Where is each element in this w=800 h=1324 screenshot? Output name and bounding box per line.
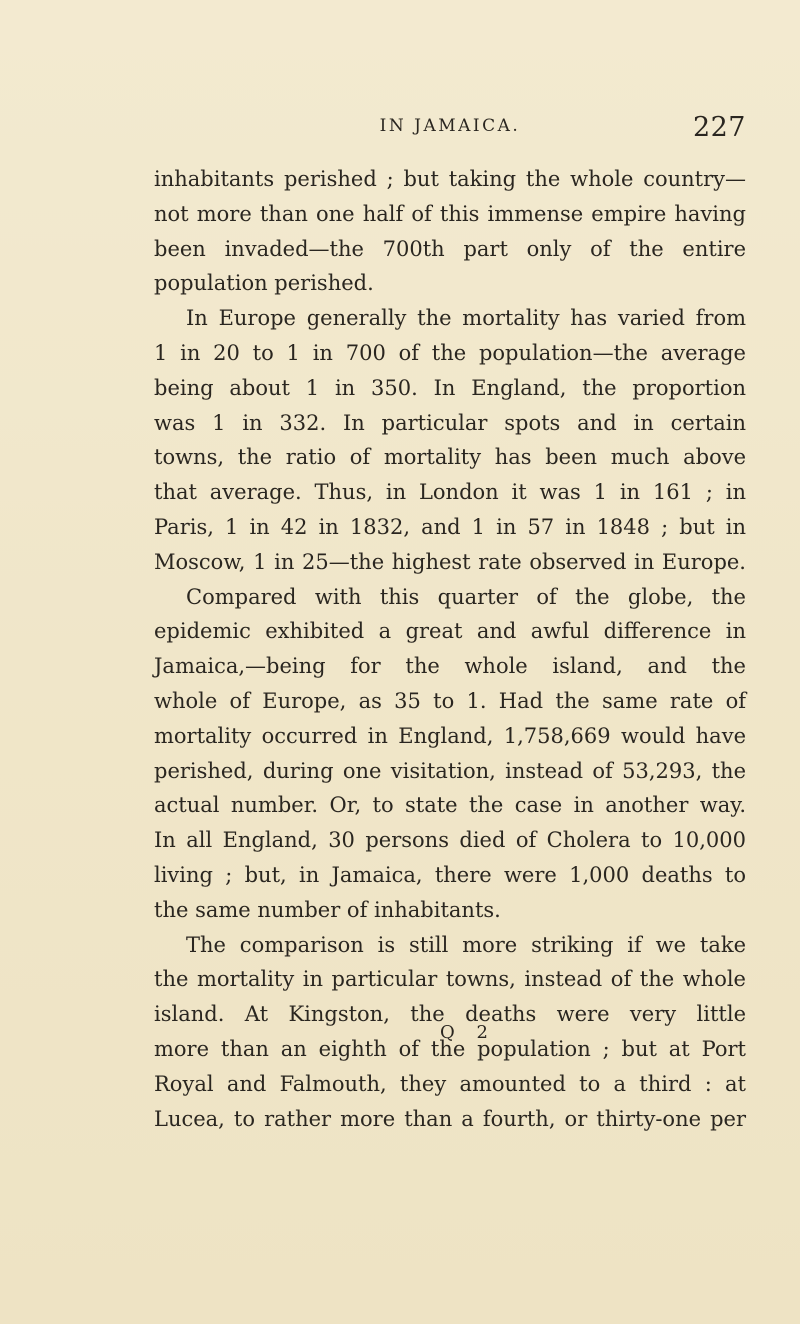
text-line: been invaded—the 700th part only of the entire (154, 236, 746, 261)
text-line: more than an eighth of the population ; but at Port (154, 1036, 746, 1061)
text-line: whole of Europe, as 35 to 1. Had the same rate of (154, 688, 746, 713)
text-line: Royal and Falmouth, they amounted to a third : at (154, 1071, 746, 1096)
text-line: mortality occurred in England, 1,758,669 would have (154, 723, 746, 748)
text-line: not more than one half of this immense empire having (154, 201, 746, 226)
text-line: was 1 in 332. In particular spots and in certain (154, 410, 746, 435)
text-line: inhabitants perished ; but taking the whole country— (154, 167, 746, 191)
text-line: island. At Kingston, the deaths were very little (154, 1002, 746, 1027)
text-line: that average. Thus, in London it was 1 in 161 ; in (154, 480, 746, 505)
body-text (154, 162, 746, 1136)
text-line: epidemic exhibited a great and awful difference in (154, 619, 746, 644)
text-line: In Europe generally the mortality has varied from (186, 306, 746, 331)
text-line: towns, the ratio of mortality has been much above (154, 445, 746, 470)
text-line: perished, during one visitation, instead of 53,293, the (154, 758, 746, 783)
signature-mark: Q 2 (440, 1022, 496, 1043)
text-line: In all England, 30 persons died of Cholera to 10,000 (154, 828, 746, 853)
text-line: Paris, 1 in 42 in 1832, and 1 in 57 in 1848 ; but in (154, 514, 746, 539)
text-line: population perished. (154, 271, 374, 296)
text-line: actual number. Or, to state the case in another way. (154, 793, 746, 818)
text-line: Lucea, to rather more than a fourth, or thirty-one per (154, 1106, 746, 1131)
text-line: being about 1 in 350. In England, the proportion (154, 375, 746, 400)
text-line: living ; but, in Jamaica, there were 1,000 deaths to (154, 862, 746, 887)
text-line: Moscow, 1 in 25—the highest rate observed in Europe. (154, 549, 746, 574)
page-number: 227 (692, 112, 746, 143)
text-line: The comparison is still more striking if we take (186, 932, 746, 957)
text-line: Jamaica,—being for the whole island, and the (154, 654, 746, 679)
running-head (154, 112, 746, 152)
text-line: the mortality in particular towns, instead of the whole (154, 967, 746, 992)
text-line: 1 in 20 to 1 in 700 of the population—the average (154, 340, 746, 365)
text-line: Compared with this quarter of the globe, the (186, 584, 746, 609)
running-title: IN JAMAICA. (379, 116, 521, 136)
text-line: the same number of inhabitants. (154, 897, 501, 922)
